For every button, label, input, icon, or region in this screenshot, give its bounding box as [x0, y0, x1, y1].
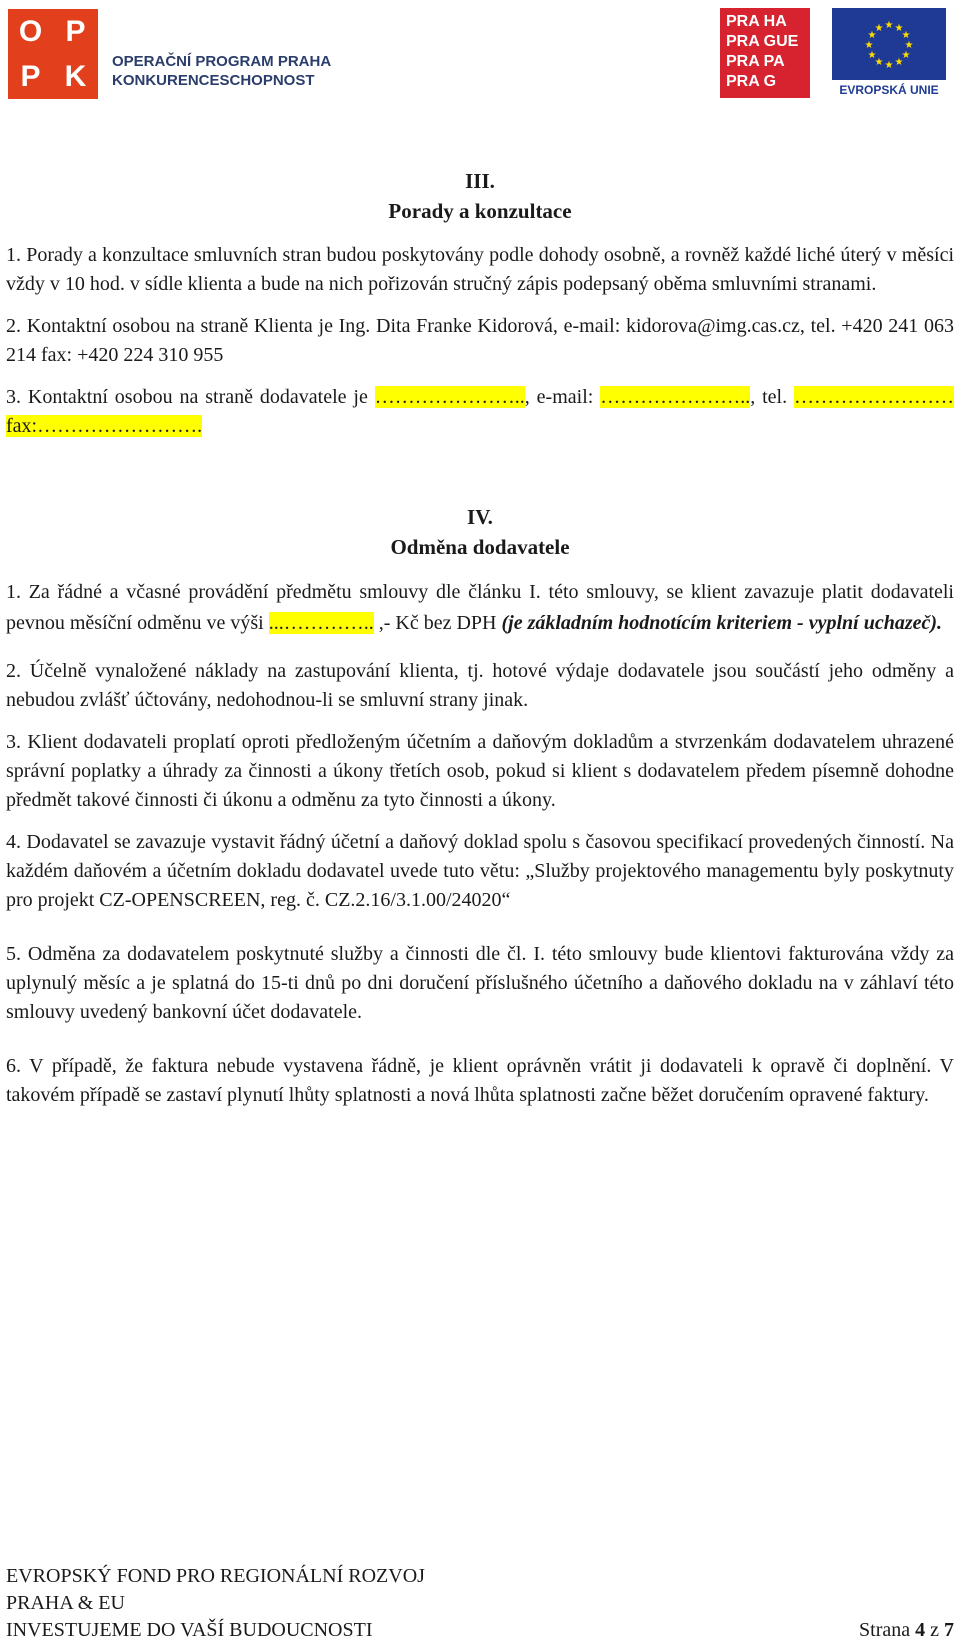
blank-contact-email: ………………….. — [600, 386, 751, 408]
svg-text:★: ★ — [867, 30, 877, 41]
footer-line: EVROPSKÝ FOND PRO REGIONÁLNÍ ROZVOJ — [6, 1565, 425, 1587]
fee-paragraph — [6, 577, 954, 639]
svg-text:★: ★ — [884, 20, 894, 31]
section-title: Porady a konzultace — [388, 199, 572, 223]
prague-logo-row: PRA HA — [726, 13, 787, 30]
page-total: 7 — [944, 1619, 954, 1641]
page-mid: z — [925, 1619, 944, 1641]
blank-contact-name: ………………….. — [374, 386, 525, 408]
text-run: 3. Kontaktní osobou na straně dodavatele je — [6, 386, 375, 408]
section-title: Odměna dodavatele — [390, 535, 570, 559]
opp-logo-letter: P — [20, 59, 41, 93]
prague-logo-row: PRA G — [726, 73, 777, 90]
opp-logo-letter: O — [18, 14, 43, 48]
paragraph: 1. Porady a konzultace smluvních stran budou poskytovány podle dohody osobně, a rovněž každé liché úterý v měsíci vždy v 10 hod. v sídle klienta a bude na nich pořizován stručný zápis podepsaný oběma smluvními stranami. — [6, 244, 954, 295]
opp-line-2: KONKURENCESCHOPNOST — [112, 72, 315, 89]
svg-text:★: ★ — [894, 57, 904, 68]
svg-text:★: ★ — [874, 57, 884, 68]
opp-line-1: OPERAČNÍ PROGRAM PRAHA — [112, 53, 332, 70]
paragraph: 2. Kontaktní osobou na straně Klienta je Ing. Dita Franke Kidorová, e-mail: kidorova@img.cas.cz, tel. +420 241 063 214 fax: +420 224 310 955 — [6, 315, 954, 366]
text-run: ,- Kč bez DPH — [373, 612, 502, 634]
contact-paragraph — [6, 383, 954, 441]
opp-logo-letter: K — [64, 59, 87, 93]
document-body — [6, 166, 954, 1123]
page-footer — [6, 1563, 954, 1644]
blank-contact-phone-fax: …………………… fax:……………………. — [6, 386, 955, 437]
svg-text:★: ★ — [901, 50, 911, 61]
paragraph: 6. V případě, že faktura nebude vystavena řádně, je klient oprávněn vrátit ji dodavateli k opravě či doplnění. V takovém případě se zastaví plynutí lhůty splatnosti a nová lhůta splatnosti začne běžet doručením opravené faktury. — [6, 1055, 954, 1106]
footer-line: INVESTUJEME DO VAŠÍ BUDOUCNOSTI — [6, 1619, 373, 1641]
svg-text:★: ★ — [901, 30, 911, 41]
paragraph: 5. Odměna za dodavatelem poskytnuté služby a činnosti dle čl. I. této smlouvy bude klientovi fakturována vždy za uplynulý měsíc a je splatná do 15-ti dnů po dni doručení příslušného účetního a daňového dokladu na v záhlaví této smlouvy uvedený bankovní účet dodavatele. — [6, 943, 954, 1023]
eu-flag-icon — [832, 8, 946, 80]
prague-logo-row: PRA PA — [726, 53, 785, 70]
svg-text:★: ★ — [867, 50, 877, 61]
prague-logo-row: PRA GUE — [726, 33, 799, 50]
opp-logo — [8, 9, 98, 99]
eu-label: EVROPSKÁ UNIE — [839, 83, 939, 97]
svg-text:★: ★ — [904, 40, 914, 51]
svg-text:★: ★ — [874, 23, 884, 34]
page-current: 4 — [915, 1619, 926, 1641]
blank-fee-amount: ...………….. — [268, 612, 374, 634]
section-number: III. — [465, 169, 495, 193]
page-header — [0, 0, 960, 110]
paragraph: 3. Klient dodavateli proplatí oproti předloženým účetním a daňovým dokladům a stvrzenkám dodavatelem uhrazené správní poplatky a úhrady za činnosti a úkony třetích osob, pokud si klient s dodavatelem předem písemně dohodne předmět takové činnosti či úkonu a odměnu za tyto činnosti a úkony. — [6, 731, 954, 811]
section-number: IV. — [467, 505, 493, 529]
text-run: , e-mail: — [524, 386, 601, 408]
italic-note: (je základním hodnotícím kriteriem - vyplní uchazeč). — [501, 612, 943, 634]
svg-text:★: ★ — [894, 23, 904, 34]
footer-line: PRAHA & EU — [6, 1592, 125, 1614]
prague-logo — [720, 8, 810, 98]
opp-logo-letter: P — [65, 14, 86, 48]
eu-stars-icon — [832, 8, 946, 80]
spacer — [6, 454, 954, 502]
svg-text:★: ★ — [884, 60, 894, 71]
text-run: , tel. — [750, 386, 795, 408]
opp-program-name — [112, 52, 331, 90]
text-run: 1. Za řádné a včasné provádění předmětu smlouvy dle článku I. této smlouvy, se klient zavazuje platit dodavateli pevnou měsíční odměnu ve výši — [6, 581, 954, 634]
paragraph: 2. Účelně vynaložené náklady na zastupování klienta, tj. hotové výdaje dodavatele jsou součástí jeho odměny a nebudou zvlášť účtovány, nedohodnou-li se smluvní strany jinak. — [6, 660, 954, 711]
eu-logo — [832, 8, 946, 100]
page-prefix: Strana — [859, 1619, 916, 1641]
page-number — [859, 1617, 954, 1644]
paragraph: 4. Dodavatel se zavazuje vystavit řádný účetní a daňový doklad spolu s časovou specifikací provedených činností. Na každém daňovém a účetním dokladu dodavatel uvede tuto větu: „Služby projektového managementu byly poskytnuty pro projekt CZ-OPENSCREEN, reg. č. CZ.2.16/3.1.00/24020“ — [6, 831, 954, 911]
svg-text:★: ★ — [864, 40, 874, 51]
